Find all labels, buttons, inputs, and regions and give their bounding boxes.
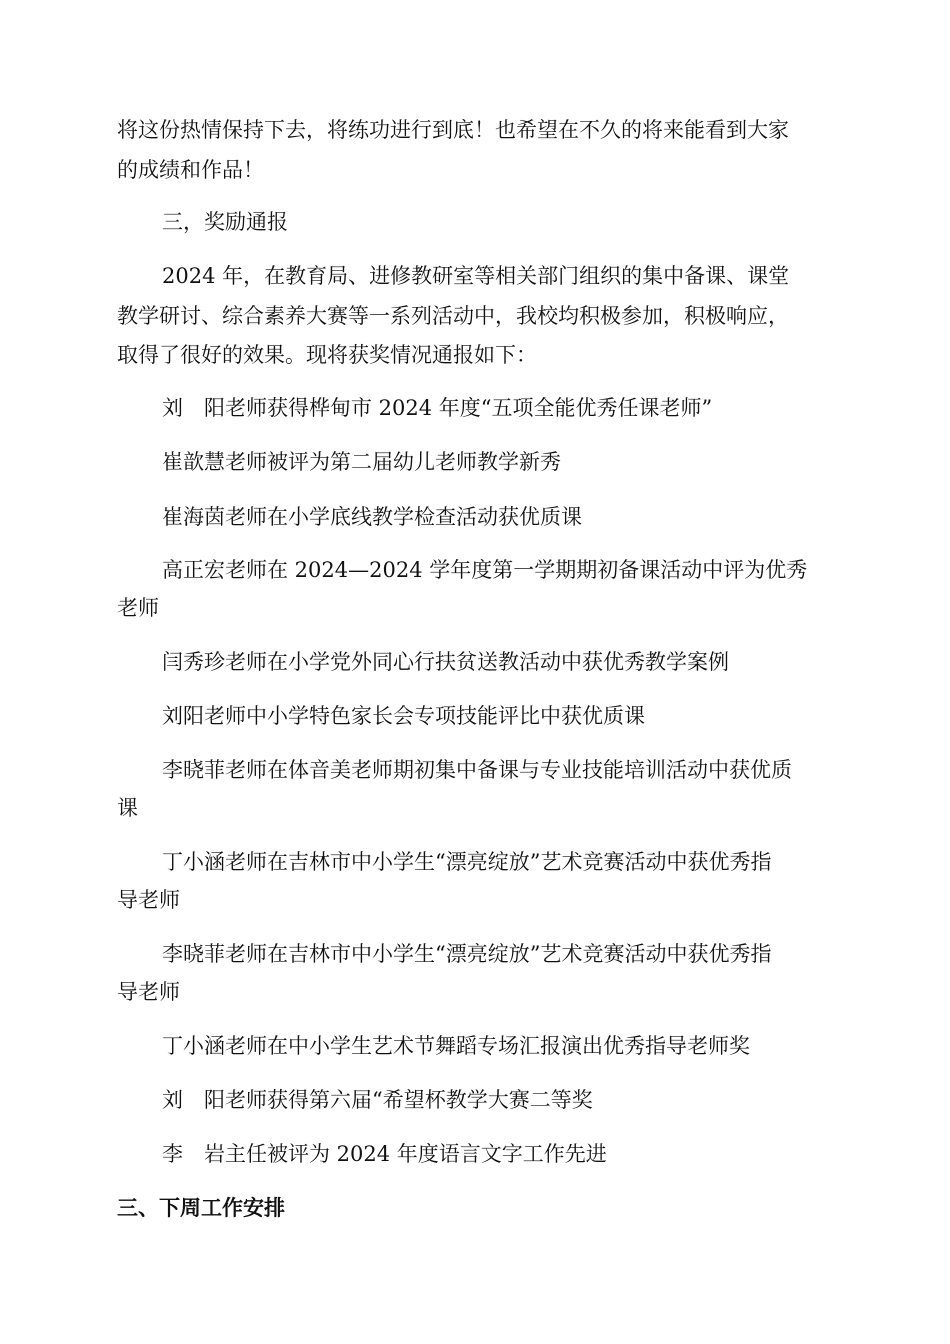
award-item-continued: 课 [117, 796, 138, 820]
intro-line-2: 的成绩和作品！ [117, 158, 264, 182]
award-item: 李 岩主任被评为 2024 年度语言文字工作先进 [162, 1142, 607, 1166]
award-item: 李晓菲老师在体音美老师期初集中备课与专业技能培训活动中获优质 [162, 758, 792, 782]
award-item: 崔海茵老师在小学底线教学检查活动获优质课 [162, 505, 582, 529]
award-item-continued: 老师 [117, 596, 159, 620]
award-item: 高正宏老师在 2024—2024 学年度第一学期期初备课活动中评为优秀 [162, 558, 808, 582]
next-section-heading: 三、下周工作安排 [117, 1196, 285, 1220]
award-item: 丁小涵老师在吉林市中小学生“漂亮绽放”艺术竞赛活动中获优秀指 [162, 850, 772, 874]
award-item: 刘 阳老师获得第六届“希望杯教学大赛二等奖 [162, 1088, 593, 1112]
section-title: 三，奖励通报 [162, 210, 288, 234]
award-item: 闫秀珍老师在小学党外同心行扶贫送教活动中获优秀教学案例 [162, 650, 729, 674]
award-item: 刘阳老师中小学特色家长会专项技能评比中获优质课 [162, 704, 645, 728]
summary-line-2: 教学研讨、综合素养大赛等一系列活动中，我校均积极参加，积极响应， [117, 304, 789, 328]
summary-line-3: 取得了很好的效果。现将获奖情况通报如下： [117, 343, 537, 367]
award-item: 刘 阳老师获得桦甸市 2024 年度“五项全能优秀任课老师” [162, 396, 713, 420]
award-item: 丁小涵老师在中小学生艺术节舞蹈专场汇报演出优秀指导老师奖 [162, 1034, 750, 1058]
intro-line-1: 将这份热情保持下去，将练功进行到底！也希望在不久的将来能看到大家 [117, 118, 789, 142]
award-item-continued: 导老师 [117, 888, 180, 912]
award-item: 崔歆慧老师被评为第二届幼儿老师教学新秀 [162, 450, 561, 474]
summary-line-1: 2024 年，在教育局、进修教研室等相关部门组织的集中备课、课堂 [162, 264, 790, 288]
award-item-continued: 导老师 [117, 980, 180, 1004]
award-item: 李晓菲老师在吉林市中小学生“漂亮绽放”艺术竞赛活动中获优秀指 [162, 942, 772, 966]
